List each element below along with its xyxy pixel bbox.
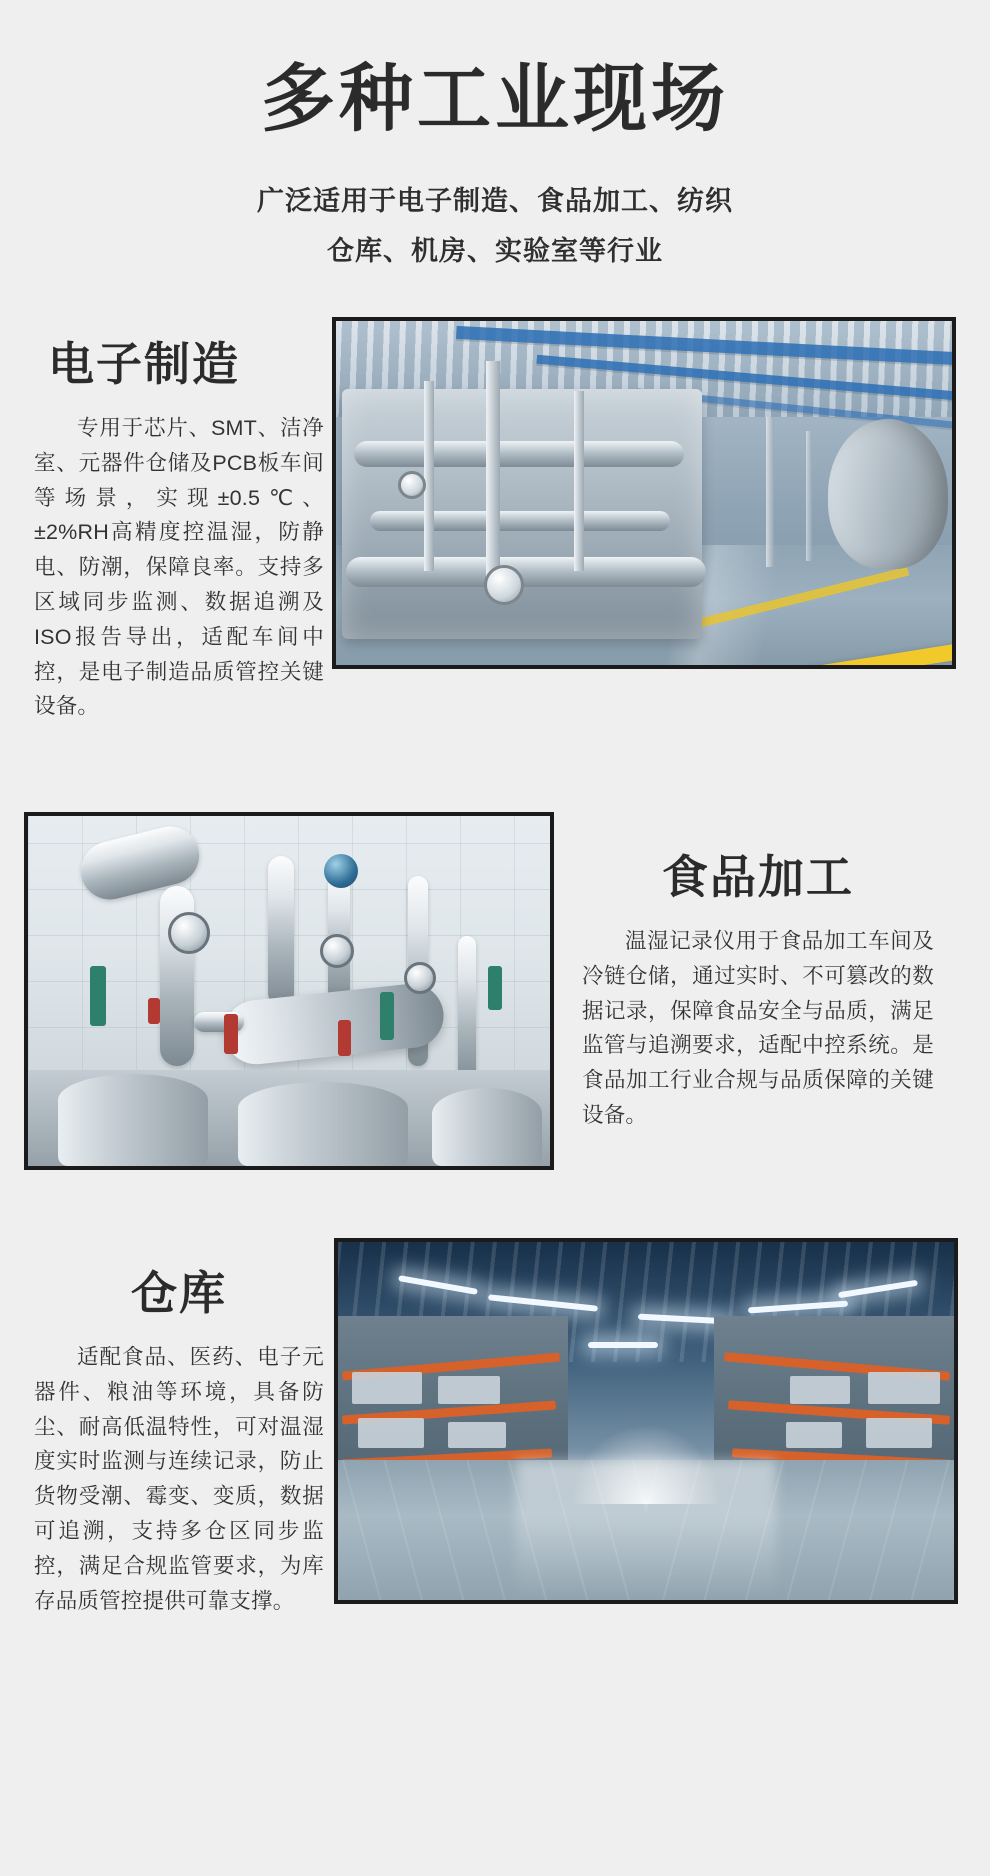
photo-electronics-column (574, 391, 584, 571)
photo-electronics-pipe (370, 511, 670, 531)
photo-warehouse-aisle-glow (571, 1424, 721, 1504)
photo-food-green-marker (90, 966, 106, 1026)
section-warehouse-body: 适配食品、医药、电子元器件、粮油等环境，具备防尘、耐高低温特性，可对温湿度实时监测与连续记录，防止货物受潮、霉变、变质，数据可追溯，支持多仓区同步监控，满足合规监管要求，为库存品质管控提供可靠支撑。 (34, 1344, 324, 1613)
section-warehouse-image (334, 1238, 958, 1604)
photo-food-valve (168, 912, 210, 954)
photo-food-pipe (458, 936, 476, 1086)
photo-food-green-marker (380, 992, 394, 1040)
section-warehouse-title: 仓库 (131, 1266, 227, 1319)
photo-food-handwheel (324, 854, 358, 888)
photo-electronics-pipe (346, 557, 706, 587)
photo-electronics-pipe (354, 441, 684, 467)
photo-food-tank (58, 1074, 208, 1166)
photo-warehouse-light (588, 1342, 658, 1348)
photo-warehouse-pallet (438, 1376, 500, 1404)
section-electronics-image (332, 317, 956, 669)
photo-warehouse-pallet (790, 1376, 850, 1404)
section-warehouse (0, 1238, 990, 1700)
section-food-body: 温湿记录仪用于食品加工车间及冷链仓储，通过实时、不可篡改的数据记录，保障食品安全与品质，满足监管与追溯要求，适配中控系统。是食品加工行业合规与品质保障的关键设备。 (582, 928, 934, 1128)
photo-food-valve (404, 962, 436, 994)
photo-warehouse-pallet (866, 1418, 932, 1448)
photo-food-tank (432, 1088, 542, 1166)
photo-food-valve (320, 934, 354, 968)
section-electronics (0, 317, 990, 746)
photo-food-red-marker (148, 998, 160, 1024)
photo-electronics-column (766, 417, 774, 567)
section-food-title: 食品加工 (662, 850, 854, 903)
photo-electronics-column (806, 431, 812, 561)
section-electronics-text (34, 317, 324, 746)
photo-food-red-marker (224, 1014, 238, 1054)
photo-food-tank (238, 1082, 408, 1166)
photo-food-red-marker (338, 1020, 351, 1056)
page-subtitle-line-2: 仓库、机房、实验室等行业 (327, 235, 663, 266)
section-food-image (24, 812, 554, 1170)
section-warehouse-text (34, 1238, 324, 1640)
photo-food-pipe (268, 856, 294, 1006)
photo-electronics-gauge (398, 471, 426, 499)
section-electronics-title: 电子制造 (48, 337, 240, 390)
section-food-text (554, 812, 934, 1155)
page-subtitle (0, 177, 990, 277)
photo-warehouse-pallet (352, 1372, 422, 1404)
photo-electronics-column (424, 381, 434, 571)
photo-electronics-tank (828, 419, 948, 569)
page-header (0, 0, 990, 277)
photo-electronics-column (486, 361, 500, 581)
photo-warehouse-pallet (868, 1372, 940, 1404)
photo-electronics-gauge (484, 565, 524, 605)
photo-warehouse-pallet (786, 1422, 842, 1448)
photo-warehouse-pallet (358, 1418, 424, 1448)
section-electronics-body: 专用于芯片、SMT、洁净室、元器件仓储及PCB板车间等场景，实现±0.5℃、±2%RH高精度控温湿，防静电、防潮，保障良率。支持多区域同步监测、数据追溯及ISO报告导出，适配车间中控，是电子制造品质管控关键设备。 (34, 415, 324, 719)
page-title: 多种工业现场 (261, 57, 729, 140)
photo-warehouse-pallet (448, 1422, 506, 1448)
photo-food-green-marker (488, 966, 502, 1010)
section-food (0, 812, 990, 1170)
page-subtitle-line-1: 广泛适用于电子制造、食品加工、纺织 (257, 185, 733, 216)
